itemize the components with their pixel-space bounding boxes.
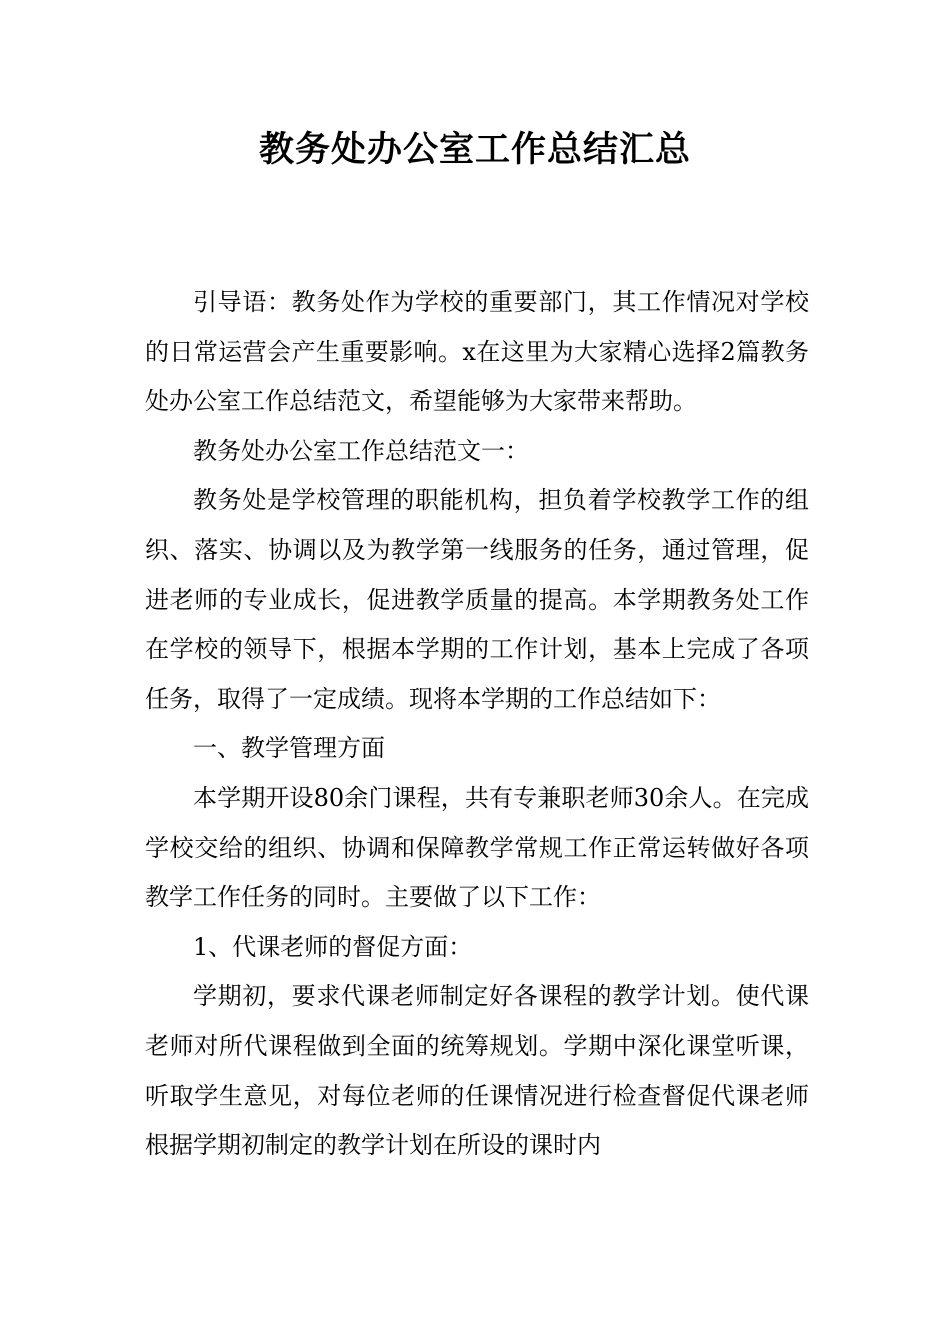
paragraph-teacher-supervision: 学期初，要求代课老师制定好各课程的教学计划。使代课老师对所代课程做到全面的统筹规划。学期中深化课堂听课，听取学生意见，对每位老师的任课情况进行检查督促代课老师根据学期初制定的教学计划在所设的课时内 (145, 982, 809, 1160)
document-title: 教务处办公室工作总结汇总 (258, 130, 691, 170)
document-body (145, 278, 809, 1171)
paragraph-intro: 引导语：教务处作为学校的重要部门，其工作情况对学校的日常运营会产生重要影响。x在这里为大家精心选择2篇教务处办公室工作总结范文，希望能够为大家带来帮助。 (145, 288, 809, 416)
paragraph-courses: 本学期开设80余门课程，共有专兼职老师30余人。在完成学校交给的组织、协调和保障教学常规工作正常运转做好各项教学工作任务的同时。主要做了以下工作： (145, 783, 809, 912)
paragraph-sample-heading: 教务处办公室工作总结范文一： (193, 436, 529, 465)
paragraph-subsection-heading: 1、代课老师的督促方面： (193, 932, 473, 961)
paragraph-overview: 教务处是学校管理的职能机构，担负着学校教学工作的组织、落实、协调以及为教学第一线服务的任务，通过管理，促进老师的专业成长，促进教学质量的提高。本学期教务处工作在学校的领导下，根据本学期的工作计划，基本上完成了各项任务，取得了一定成绩。现将本学期的工作总结如下： (145, 486, 809, 713)
paragraph-section-heading: 一、教学管理方面 (193, 734, 385, 763)
